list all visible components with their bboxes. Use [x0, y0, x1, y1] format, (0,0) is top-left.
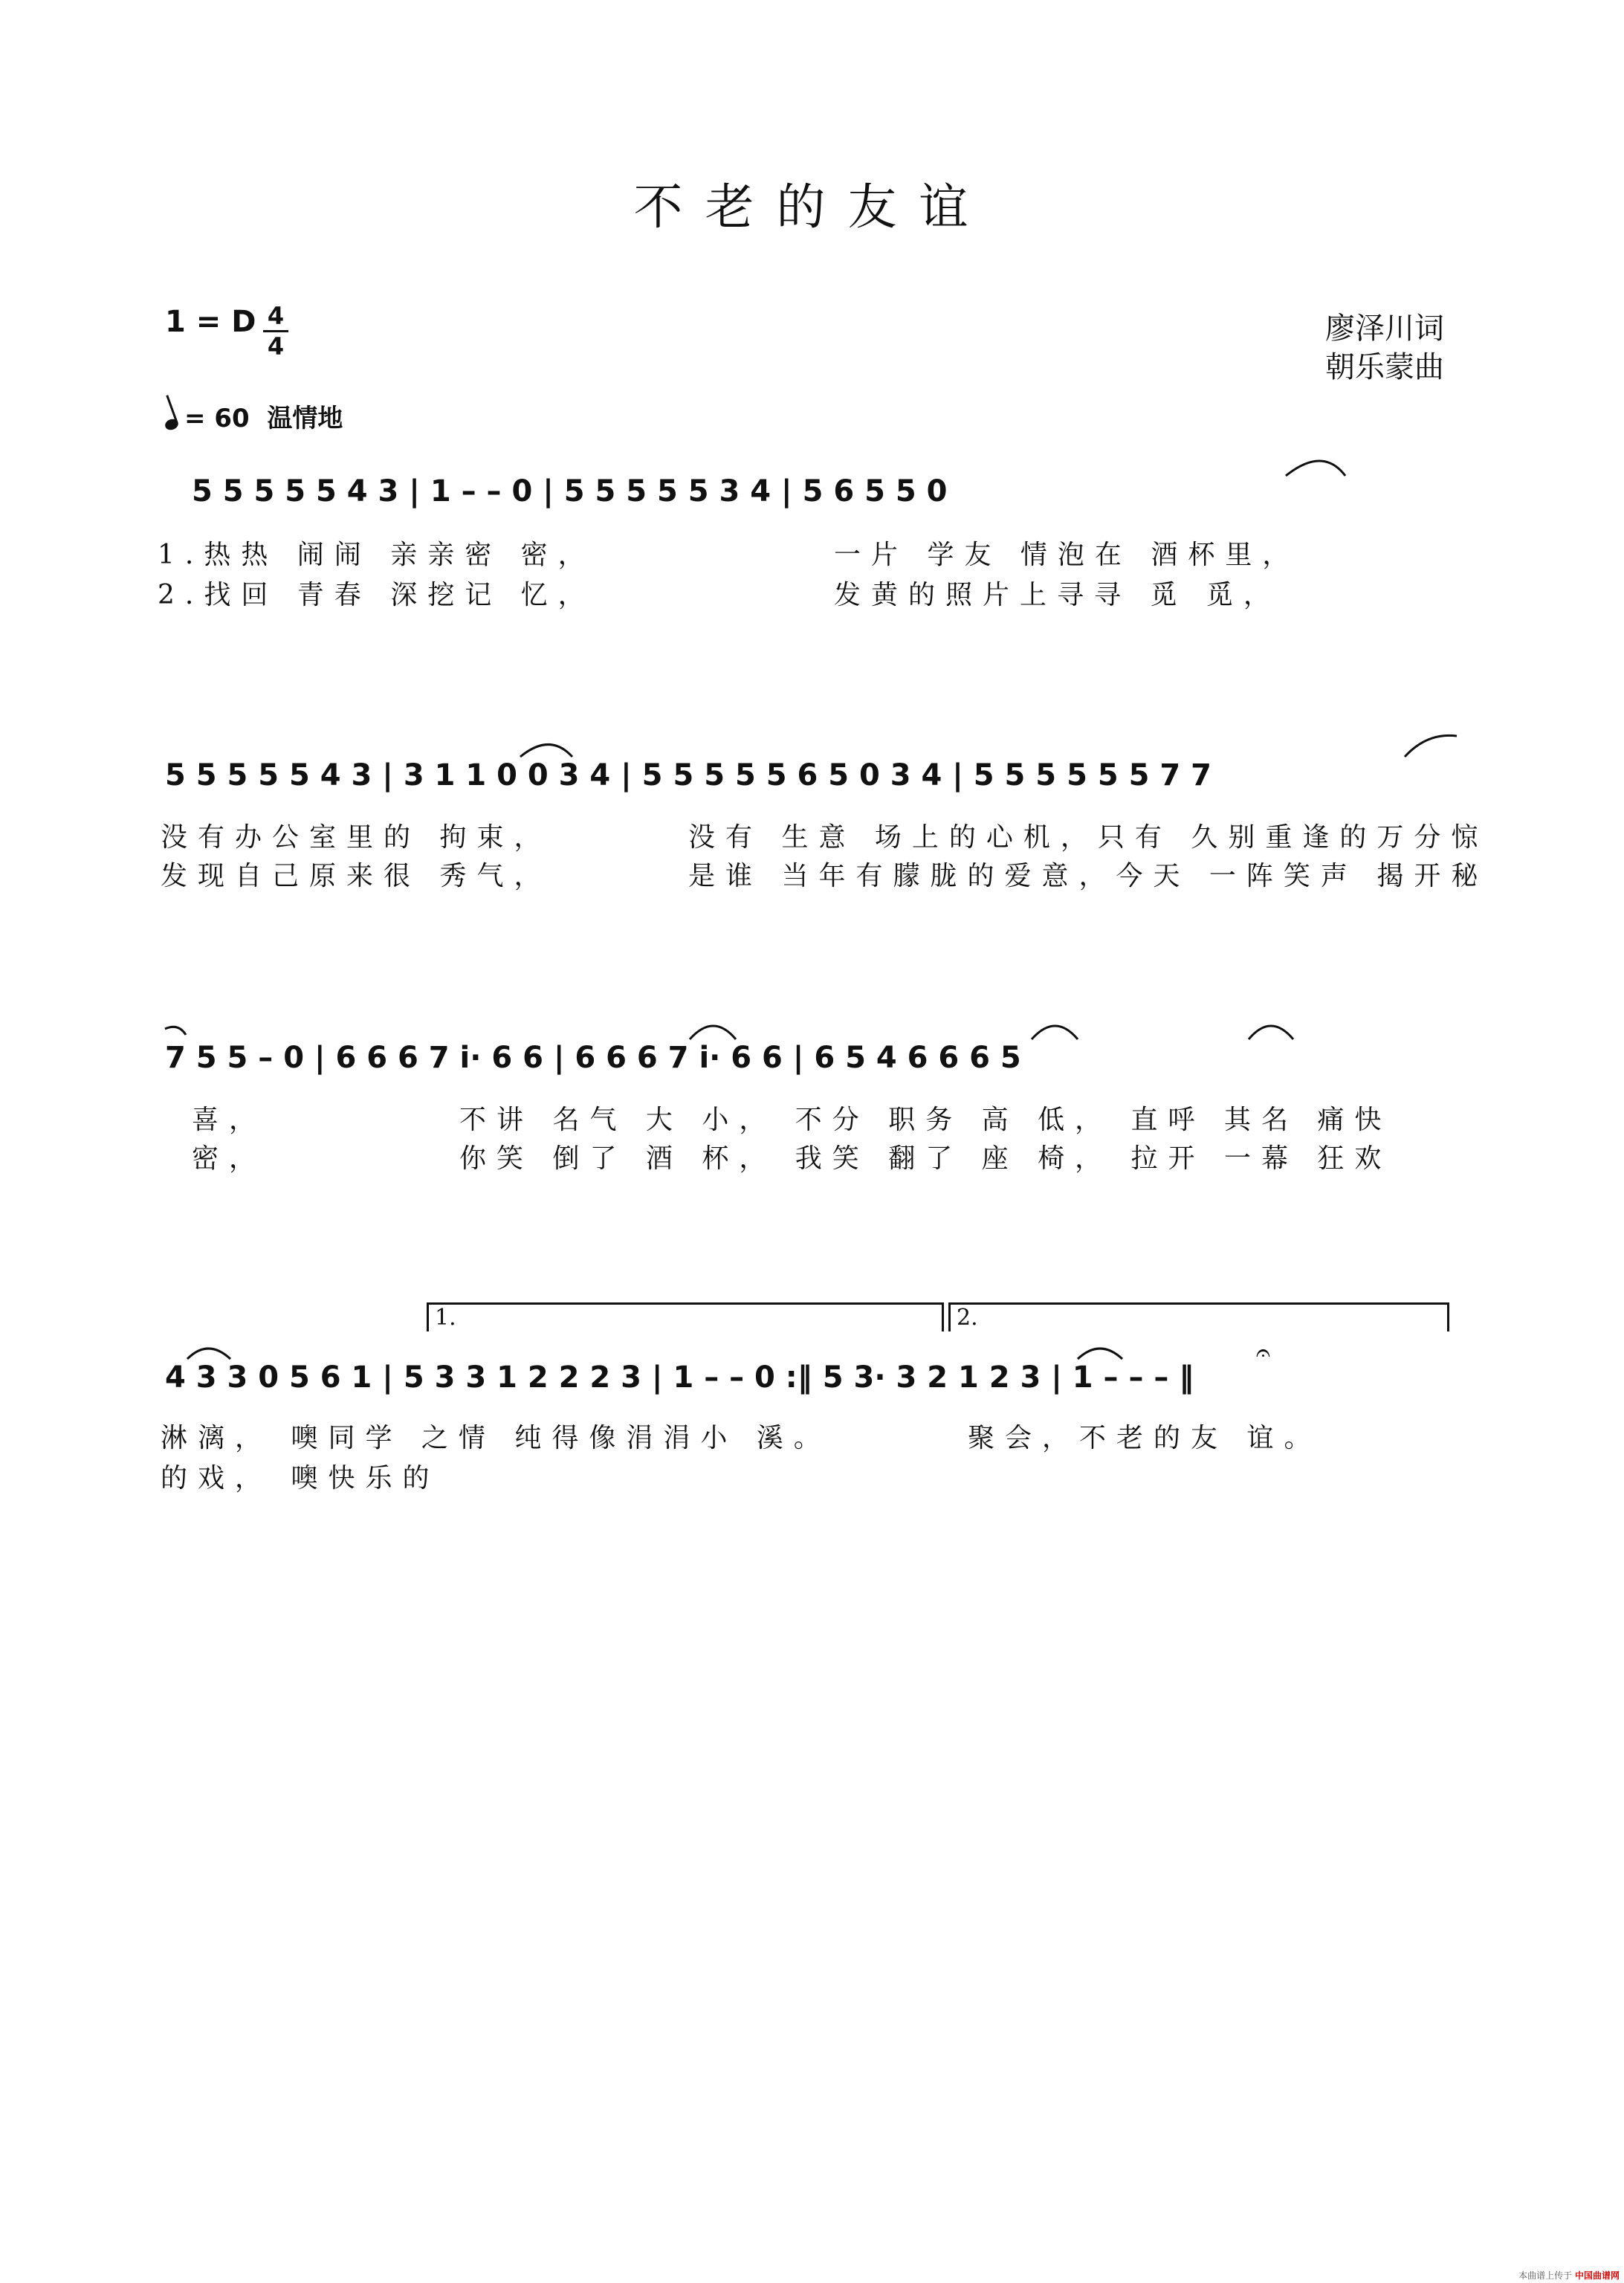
second-ending-label: 2.	[957, 1305, 978, 1331]
notes-row-3: 7 5 5 – 0 | 6 6 6 7 i· 6 6 | 6 6 6 7 i· 6 6 | 6 5 4 6 6 6 5	[165, 1041, 1021, 1075]
key-signature: 1 = D	[165, 305, 256, 339]
composer-credit: 朝乐蒙曲	[1325, 350, 1444, 384]
lyrics-row-2-verse-2: 发现自己原来很 秀气，	[161, 861, 551, 891]
lyrics-row-3-verse-1-b: 不讲 名气 大 小， 不分 职务 高 低， 直呼 其名 痛快	[459, 1105, 1392, 1135]
lyrics-row-3-verse-2: 密，	[192, 1143, 267, 1174]
lyrics-row-2-verse-1-b: 没有 生意 场上的心机，只有 久别重逢的万分惊	[688, 822, 1489, 853]
lyrics-row-1-verse-1: 1.热热 闹闹 亲亲密 密，	[158, 540, 595, 570]
lyrics-row-4-verse-1: 淋漓， 噢同学 之情 纯得像涓涓小 溪。	[161, 1423, 831, 1453]
lyrics-row-4-verse-1-b: 聚会，不老的友 谊。	[968, 1423, 1321, 1453]
lyrics-row-3-verse-1: 喜，	[192, 1105, 267, 1135]
notes-row-4: 4 3 3 0 5 6 1 | 5 3 3 1 2 2 2 3 | 1 – – 0 :‖ 5 3· 3 2 1 2 3 | 1 – – – ‖	[165, 1360, 1194, 1395]
lyrics-row-2-verse-1: 没有办公室里的 拘束，	[161, 822, 551, 853]
footer-credit	[1518, 2269, 1620, 2282]
notes-row-1: 5 5 5 5 5 4 3 | 1 – – 0 | 5 5 5 5 5 3 4 | 5 6 5 5 0	[192, 474, 948, 508]
score-title: 不老的友谊	[633, 178, 991, 236]
fermata-icon: 𝄐	[1256, 1338, 1270, 1368]
tempo-expression: 温情地	[267, 404, 343, 433]
lyrics-row-1-verse-2: 2.找回 青春 深挖记 忆，	[158, 580, 595, 610]
footer-text: 本曲谱上传于	[1518, 2270, 1573, 2281]
lyrics-row-1-verse-1-b: 一片 学友 情泡在 酒杯里，	[834, 540, 1300, 570]
lyricist-credit: 廖泽川词	[1325, 311, 1444, 346]
lyrics-row-3-verse-2-b: 你笑 倒了 酒 杯， 我笑 翻了 座 椅， 拉开 一幕 狂欢	[459, 1143, 1392, 1174]
lyrics-row-4-verse-2: 的戏， 噢快乐的	[161, 1463, 440, 1494]
first-ending-label: 1.	[435, 1305, 456, 1331]
time-sig-bottom: 4	[267, 332, 285, 361]
footer-site: 中国曲谱网	[1574, 2270, 1620, 2281]
lyrics-row-1-verse-2-b: 发黄的照片上寻寻 觅 觅，	[834, 580, 1281, 610]
lyrics-row-2-verse-2-b: 是谁 当年有朦胧的爱意，今天 一阵笑声 揭开秘	[688, 861, 1489, 891]
notes-row-2: 5 5 5 5 5 4 3 | 3 1 1 0 0 3 4 | 5 5 5 5 5 6 5 0 3 4 | 5 5 5 5 5 5 7 7	[165, 758, 1211, 792]
tempo-value: = 60	[184, 404, 250, 433]
time-sig-top: 4	[267, 302, 285, 330]
